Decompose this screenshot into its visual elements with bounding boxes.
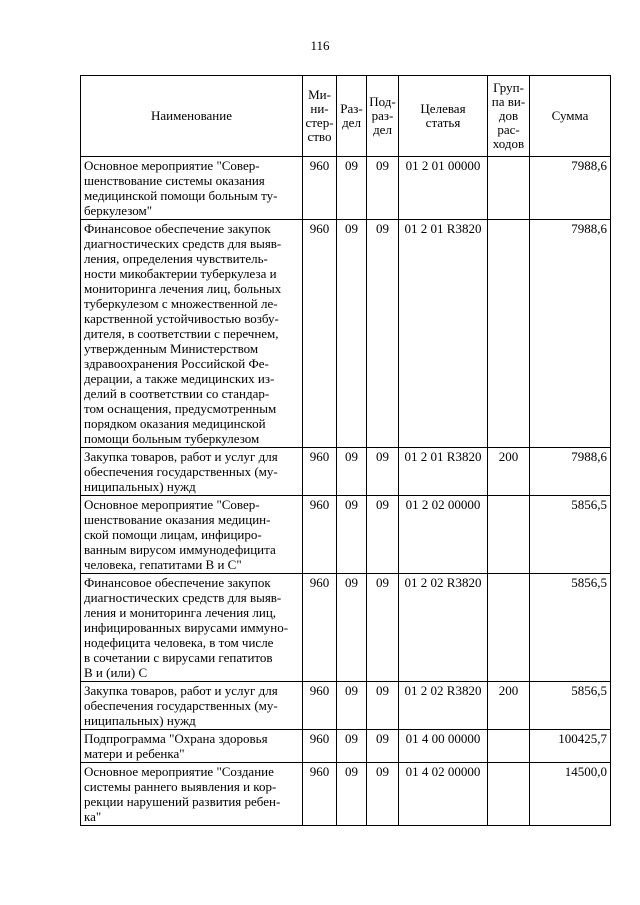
cell-ministry: 960 bbox=[303, 682, 337, 730]
header-section: Раз- дел bbox=[337, 76, 367, 157]
cell-name: Закупка товаров, работ и услуг для обеспечения государственных (му- ниципальных) нужд bbox=[81, 448, 303, 496]
cell-ministry: 960 bbox=[303, 496, 337, 574]
cell-section: 09 bbox=[337, 496, 367, 574]
cell-expense-group: 200 bbox=[488, 682, 530, 730]
cell-target-article: 01 2 02 00000 bbox=[399, 496, 488, 574]
header-target-article: Целевая статья bbox=[399, 76, 488, 157]
header-expense-group: Груп- па ви- дов рас- ходов bbox=[488, 76, 530, 157]
cell-ministry: 960 bbox=[303, 763, 337, 826]
cell-target-article: 01 4 00 00000 bbox=[399, 730, 488, 763]
table-row bbox=[81, 682, 611, 730]
cell-target-article: 01 2 01 00000 bbox=[399, 157, 488, 220]
cell-subsection: 09 bbox=[367, 496, 399, 574]
header-sum: Сумма bbox=[530, 76, 611, 157]
table-header-row bbox=[81, 76, 611, 157]
cell-ministry: 960 bbox=[303, 448, 337, 496]
cell-expense-group: 200 bbox=[488, 448, 530, 496]
cell-subsection: 09 bbox=[367, 448, 399, 496]
cell-sum: 100425,7 bbox=[530, 730, 611, 763]
cell-target-article: 01 2 02 R3820 bbox=[399, 574, 488, 682]
cell-ministry: 960 bbox=[303, 157, 337, 220]
page-number: 116 bbox=[310, 38, 330, 53]
cell-sum: 7988,6 bbox=[530, 157, 611, 220]
cell-target-article: 01 2 01 R3820 bbox=[399, 448, 488, 496]
cell-target-article: 01 2 01 R3820 bbox=[399, 220, 488, 448]
cell-expense-group bbox=[488, 496, 530, 574]
cell-expense-group bbox=[488, 157, 530, 220]
budget-table bbox=[80, 75, 611, 826]
cell-name: Закупка товаров, работ и услуг для обеспечения государственных (му- ниципальных) нужд bbox=[81, 682, 303, 730]
header-subsection: Под- раз- дел bbox=[367, 76, 399, 157]
header-ministry: Ми- ни- стер- ство bbox=[303, 76, 337, 157]
cell-name: Подпрограмма "Охрана здоровья матери и ребенка" bbox=[81, 730, 303, 763]
cell-subsection: 09 bbox=[367, 220, 399, 448]
cell-ministry: 960 bbox=[303, 220, 337, 448]
cell-ministry: 960 bbox=[303, 730, 337, 763]
cell-target-article: 01 4 02 00000 bbox=[399, 763, 488, 826]
cell-section: 09 bbox=[337, 763, 367, 826]
cell-sum: 7988,6 bbox=[530, 220, 611, 448]
cell-name: Основное мероприятие "Создание системы раннего выявления и кор- рекции нарушений развития ребен- ка" bbox=[81, 763, 303, 826]
cell-subsection: 09 bbox=[367, 730, 399, 763]
cell-section: 09 bbox=[337, 730, 367, 763]
cell-subsection: 09 bbox=[367, 157, 399, 220]
table-row bbox=[81, 448, 611, 496]
cell-ministry: 960 bbox=[303, 574, 337, 682]
cell-sum: 5856,5 bbox=[530, 682, 611, 730]
cell-expense-group bbox=[488, 220, 530, 448]
cell-expense-group bbox=[488, 574, 530, 682]
cell-target-article: 01 2 02 R3820 bbox=[399, 682, 488, 730]
cell-name: Финансовое обеспечение закупок диагностических средств для выяв- ления, определения чувствитель- ности микобактерии туберкулеза и мониторинга лечения лиц, больных туберкулезом с множественной ле- карственной устойчивостью возбу- дителя, в соответствии с перечнем, утвержденным Министерством здравоохранения Российской Фе- дерации, а также медицинских из- делий в соответствии со стандар- том оснащения, предусмотренным порядком оказания медицинской помощи больным туберкулезом bbox=[81, 220, 303, 448]
cell-subsection: 09 bbox=[367, 763, 399, 826]
cell-sum: 7988,6 bbox=[530, 448, 611, 496]
table-row bbox=[81, 763, 611, 826]
cell-expense-group bbox=[488, 763, 530, 826]
cell-name: Финансовое обеспечение закупок диагностических средств для выяв- ления и мониторинга лечения лиц, инфицированных вирусами иммуно- нодефицита человека, в том числе в сочетании с вирусами гепатитов В и (или) С bbox=[81, 574, 303, 682]
cell-sum: 14500,0 bbox=[530, 763, 611, 826]
table-row bbox=[81, 157, 611, 220]
cell-name: Основное мероприятие "Совер- шенствование оказания медицин- ской помощи лицам, инфициро- ванным вирусом иммунодефицита человека, гепатитами В и С" bbox=[81, 496, 303, 574]
cell-section: 09 bbox=[337, 157, 367, 220]
cell-section: 09 bbox=[337, 448, 367, 496]
table-row bbox=[81, 730, 611, 763]
cell-subsection: 09 bbox=[367, 682, 399, 730]
cell-subsection: 09 bbox=[367, 574, 399, 682]
cell-section: 09 bbox=[337, 574, 367, 682]
cell-sum: 5856,5 bbox=[530, 496, 611, 574]
cell-section: 09 bbox=[337, 220, 367, 448]
cell-expense-group bbox=[488, 730, 530, 763]
cell-section: 09 bbox=[337, 682, 367, 730]
table-row bbox=[81, 220, 611, 448]
table-row bbox=[81, 574, 611, 682]
header-name: Наименование bbox=[81, 76, 303, 157]
cell-sum: 5856,5 bbox=[530, 574, 611, 682]
cell-name: Основное мероприятие "Совер- шенствование системы оказания медицинской помощи больным ту- беркулезом" bbox=[81, 157, 303, 220]
table-row bbox=[81, 496, 611, 574]
